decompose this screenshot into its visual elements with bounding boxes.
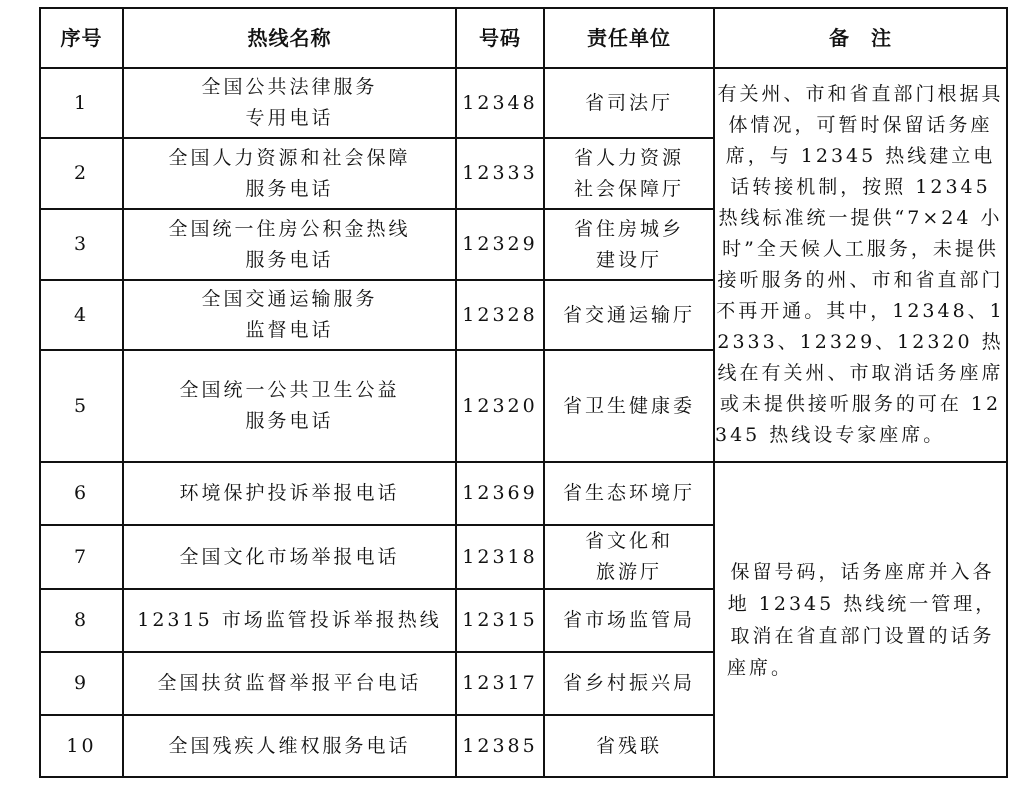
hotline-name-line: 全国文化市场举报电话 (179, 545, 400, 568)
hotline-name (123, 68, 456, 138)
responsible-unit (544, 138, 714, 209)
unit-line: 省交通运输厅 (562, 303, 695, 326)
table-row (40, 462, 1007, 525)
hotline-name-line: 全国人力资源和社会保障 (168, 146, 411, 169)
header-row (40, 8, 1007, 68)
responsible-unit (544, 652, 714, 715)
unit-line: 建设厅 (595, 248, 662, 271)
row-no: 10 (40, 715, 123, 777)
row-no: 9 (40, 652, 123, 715)
header-unit: 责任单位 (544, 8, 714, 68)
unit-line: 省乡村振兴局 (562, 672, 695, 694)
responsible-unit (544, 209, 714, 280)
remark-group-2: 保留号码，话务座席并入各地 12345 热线统一管理，取消在省直部门设置的话务座席。 (714, 462, 1007, 777)
unit-line: 省人力资源 (573, 146, 684, 169)
hotline-number: 12333 (456, 138, 544, 209)
hotline-number: 12317 (456, 652, 544, 715)
hotline-number: 12315 (456, 589, 544, 652)
hotline-table (39, 7, 1008, 778)
responsible-unit (544, 280, 714, 350)
row-no: 8 (40, 589, 123, 652)
hotline-name-line: 全国统一住房公积金热线 (168, 217, 411, 240)
hotline-name (123, 462, 456, 525)
row-no: 4 (40, 280, 123, 350)
row-no: 1 (40, 68, 123, 138)
hotline-name-line: 全国残疾人维权服务电话 (168, 734, 411, 757)
hotline-name (123, 138, 456, 209)
unit-line: 省卫生健康委 (562, 394, 695, 417)
unit-line: 旅游厅 (595, 561, 662, 583)
hotline-name-line: 服务电话 (245, 177, 334, 200)
hotline-name-line: 全国统一公共卫生公益 (179, 379, 400, 401)
hotline-name-line: 服务电话 (245, 248, 334, 271)
responsible-unit (544, 589, 714, 652)
responsible-unit (544, 462, 714, 525)
hotline-name (123, 589, 456, 652)
table-row (40, 68, 1007, 138)
row-no: 5 (40, 350, 123, 462)
hotline-number: 12320 (456, 350, 544, 462)
hotline-number: 12348 (456, 68, 544, 138)
unit-line: 省生态环境厅 (562, 482, 695, 504)
responsible-unit (544, 68, 714, 138)
hotline-name-line: 服务电话 (245, 410, 334, 432)
hotline-name-line: 全国公共法律服务 (201, 76, 378, 98)
unit-line: 省文化和 (584, 530, 673, 552)
hotline-name (123, 209, 456, 280)
unit-line: 省市场监管局 (562, 609, 695, 631)
hotline-name-line: 专用电话 (245, 107, 334, 129)
responsible-unit (544, 350, 714, 462)
responsible-unit (544, 525, 714, 589)
hotline-name-line: 全国扶贫监督举报平台电话 (157, 672, 422, 694)
unit-line: 省残联 (595, 734, 662, 757)
hotline-name-line: 监督电话 (245, 319, 334, 341)
unit-line: 社会保障厅 (573, 177, 684, 200)
responsible-unit (544, 715, 714, 777)
hotline-name-line: 环境保护投诉举报电话 (179, 482, 400, 504)
hotline-name (123, 525, 456, 589)
row-no: 6 (40, 462, 123, 525)
row-no: 3 (40, 209, 123, 280)
hotline-number: 12385 (456, 715, 544, 777)
hotline-number: 12328 (456, 280, 544, 350)
hotline-number: 12369 (456, 462, 544, 525)
row-no: 7 (40, 525, 123, 589)
header-number: 号码 (456, 8, 544, 68)
hotline-name-line: 全国交通运输服务 (201, 288, 378, 310)
unit-line: 省住房城乡 (573, 217, 684, 240)
row-no: 2 (40, 138, 123, 209)
hotline-name (123, 652, 456, 715)
unit-line: 省司法厅 (584, 91, 673, 114)
hotline-name-line: 12315 市场监管投诉举报热线 (137, 609, 442, 631)
hotline-name (123, 715, 456, 777)
header-name: 热线名称 (123, 8, 456, 68)
header-no: 序号 (40, 8, 123, 68)
remark-group-1: 有关州、市和省直部门根据具体情况，可暂时保留话务座席，与 12345 热线建立电话转接机制，按照 12345 热线标准统一提供“7×24 小时”全天候人工服务，未提供接听服务的州、市和省直部门不再开通。其中，12348、12333、12329、12320 热线在有关州、市取消话务座席或未提供接听服务的可在 12345 热线设专家座席。 (714, 68, 1007, 462)
hotline-name (123, 350, 456, 462)
hotline-number: 12318 (456, 525, 544, 589)
header-remark: 备 注 (714, 8, 1007, 68)
hotline-name (123, 280, 456, 350)
hotline-number: 12329 (456, 209, 544, 280)
